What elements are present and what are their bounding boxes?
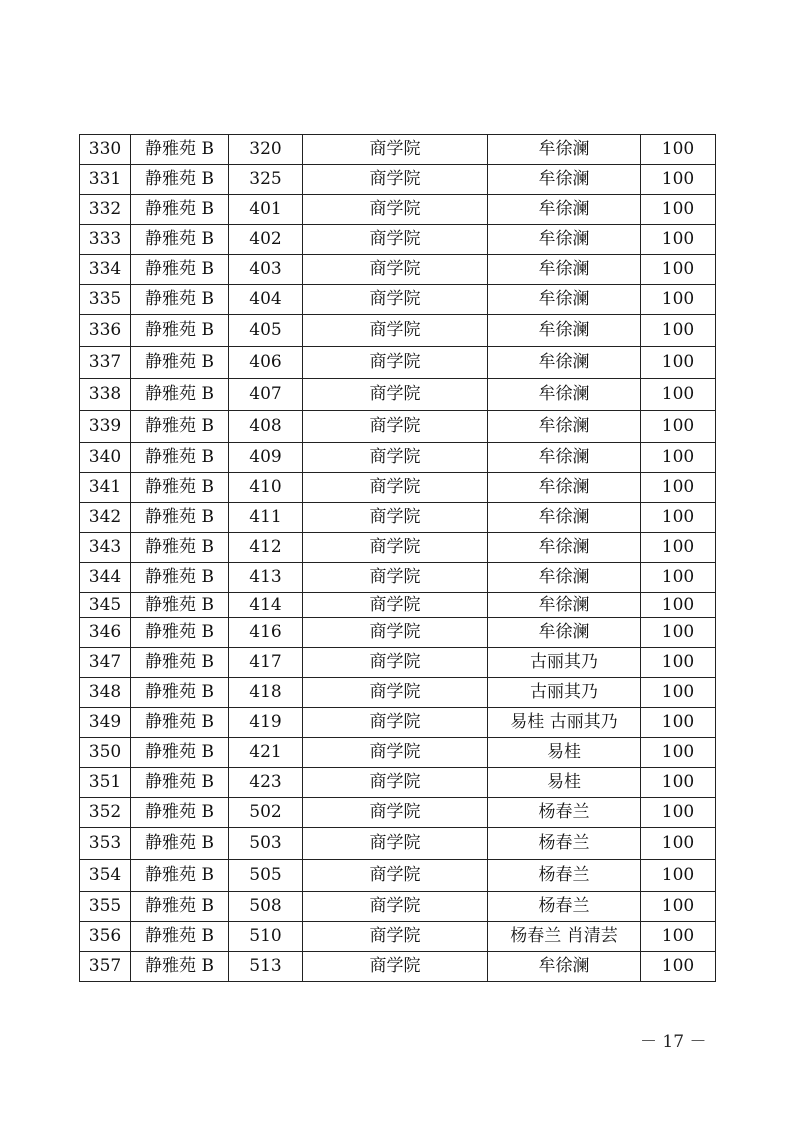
counselor-cell: 古丽其乃	[488, 648, 641, 678]
score-cell: 100	[641, 593, 716, 618]
row-index-cell: 351	[80, 768, 131, 798]
score-cell: 100	[641, 708, 716, 738]
table-row	[80, 618, 716, 648]
score-cell: 100	[641, 768, 716, 798]
college-cell: 商学院	[303, 738, 488, 768]
room-cell: 408	[229, 411, 303, 443]
score-cell: 100	[641, 347, 716, 379]
score-cell: 100	[641, 473, 716, 503]
college-cell: 商学院	[303, 678, 488, 708]
college-cell: 商学院	[303, 593, 488, 618]
room-cell: 513	[229, 952, 303, 982]
building-cell: 静雅苑 B	[131, 892, 229, 922]
row-index-cell: 349	[80, 708, 131, 738]
counselor-cell: 牟徐澜	[488, 225, 641, 255]
row-index-cell: 342	[80, 503, 131, 533]
score-cell: 100	[641, 195, 716, 225]
building-cell: 静雅苑 B	[131, 195, 229, 225]
row-index-cell: 330	[80, 135, 131, 165]
counselor-cell: 牟徐澜	[488, 563, 641, 593]
building-cell: 静雅苑 B	[131, 768, 229, 798]
table-row	[80, 768, 716, 798]
counselor-cell: 牟徐澜	[488, 347, 641, 379]
room-cell: 416	[229, 618, 303, 648]
row-index-cell: 333	[80, 225, 131, 255]
room-cell: 320	[229, 135, 303, 165]
row-index-cell: 338	[80, 379, 131, 411]
college-cell: 商学院	[303, 563, 488, 593]
room-cell: 410	[229, 473, 303, 503]
row-index-cell: 352	[80, 798, 131, 828]
college-cell: 商学院	[303, 347, 488, 379]
row-index-cell: 344	[80, 563, 131, 593]
dormitory-table	[79, 134, 716, 982]
counselor-cell: 牟徐澜	[488, 165, 641, 195]
building-cell: 静雅苑 B	[131, 503, 229, 533]
row-index-cell: 346	[80, 618, 131, 648]
college-cell: 商学院	[303, 135, 488, 165]
row-index-cell: 336	[80, 315, 131, 347]
college-cell: 商学院	[303, 828, 488, 860]
counselor-cell: 牟徐澜	[488, 285, 641, 315]
table-row	[80, 798, 716, 828]
score-cell: 100	[641, 443, 716, 473]
counselor-cell: 杨春兰	[488, 860, 641, 892]
score-cell: 100	[641, 738, 716, 768]
room-cell: 419	[229, 708, 303, 738]
table-row	[80, 952, 716, 982]
score-cell: 100	[641, 411, 716, 443]
building-cell: 静雅苑 B	[131, 533, 229, 563]
counselor-cell: 牟徐澜	[488, 618, 641, 648]
room-cell: 405	[229, 315, 303, 347]
room-cell: 404	[229, 285, 303, 315]
score-cell: 100	[641, 255, 716, 285]
college-cell: 商学院	[303, 860, 488, 892]
score-cell: 100	[641, 860, 716, 892]
college-cell: 商学院	[303, 255, 488, 285]
table-row	[80, 195, 716, 225]
table-row	[80, 411, 716, 443]
table-row	[80, 347, 716, 379]
college-cell: 商学院	[303, 473, 488, 503]
score-cell: 100	[641, 828, 716, 860]
score-cell: 100	[641, 678, 716, 708]
room-cell: 407	[229, 379, 303, 411]
building-cell: 静雅苑 B	[131, 225, 229, 255]
building-cell: 静雅苑 B	[131, 165, 229, 195]
building-cell: 静雅苑 B	[131, 708, 229, 738]
counselor-cell: 杨春兰 肖清芸	[488, 922, 641, 952]
room-cell: 409	[229, 443, 303, 473]
counselor-cell: 牟徐澜	[488, 593, 641, 618]
table-row	[80, 315, 716, 347]
college-cell: 商学院	[303, 768, 488, 798]
building-cell: 静雅苑 B	[131, 285, 229, 315]
college-cell: 商学院	[303, 379, 488, 411]
college-cell: 商学院	[303, 708, 488, 738]
table-row	[80, 255, 716, 285]
room-cell: 401	[229, 195, 303, 225]
counselor-cell: 古丽其乃	[488, 678, 641, 708]
room-cell: 510	[229, 922, 303, 952]
room-cell: 423	[229, 768, 303, 798]
table-row	[80, 443, 716, 473]
table-row	[80, 860, 716, 892]
building-cell: 静雅苑 B	[131, 255, 229, 285]
counselor-cell: 牟徐澜	[488, 379, 641, 411]
table-body	[80, 135, 716, 982]
building-cell: 静雅苑 B	[131, 379, 229, 411]
table-row	[80, 225, 716, 255]
college-cell: 商学院	[303, 315, 488, 347]
table-row	[80, 135, 716, 165]
college-cell: 商学院	[303, 165, 488, 195]
room-cell: 418	[229, 678, 303, 708]
table-row	[80, 648, 716, 678]
room-cell: 403	[229, 255, 303, 285]
score-cell: 100	[641, 533, 716, 563]
college-cell: 商学院	[303, 503, 488, 533]
counselor-cell: 易桂	[488, 768, 641, 798]
counselor-cell: 牟徐澜	[488, 952, 641, 982]
room-cell: 413	[229, 563, 303, 593]
building-cell: 静雅苑 B	[131, 738, 229, 768]
counselor-cell: 牟徐澜	[488, 503, 641, 533]
score-cell: 100	[641, 892, 716, 922]
counselor-cell: 牟徐澜	[488, 315, 641, 347]
building-cell: 静雅苑 B	[131, 563, 229, 593]
score-cell: 100	[641, 285, 716, 315]
building-cell: 静雅苑 B	[131, 473, 229, 503]
college-cell: 商学院	[303, 443, 488, 473]
building-cell: 静雅苑 B	[131, 798, 229, 828]
college-cell: 商学院	[303, 195, 488, 225]
room-cell: 508	[229, 892, 303, 922]
row-index-cell: 343	[80, 533, 131, 563]
room-cell: 406	[229, 347, 303, 379]
college-cell: 商学院	[303, 533, 488, 563]
building-cell: 静雅苑 B	[131, 952, 229, 982]
table-row	[80, 285, 716, 315]
room-cell: 411	[229, 503, 303, 533]
table-row	[80, 593, 716, 618]
row-index-cell: 355	[80, 892, 131, 922]
room-cell: 325	[229, 165, 303, 195]
room-cell: 402	[229, 225, 303, 255]
score-cell: 100	[641, 648, 716, 678]
row-index-cell: 356	[80, 922, 131, 952]
room-cell: 505	[229, 860, 303, 892]
row-index-cell: 340	[80, 443, 131, 473]
college-cell: 商学院	[303, 922, 488, 952]
table-row	[80, 738, 716, 768]
college-cell: 商学院	[303, 798, 488, 828]
counselor-cell: 牟徐澜	[488, 533, 641, 563]
score-cell: 100	[641, 225, 716, 255]
counselor-cell: 牟徐澜	[488, 135, 641, 165]
table-row	[80, 503, 716, 533]
counselor-cell: 牟徐澜	[488, 443, 641, 473]
score-cell: 100	[641, 798, 716, 828]
row-index-cell: 334	[80, 255, 131, 285]
row-index-cell: 337	[80, 347, 131, 379]
score-cell: 100	[641, 165, 716, 195]
counselor-cell: 杨春兰	[488, 828, 641, 860]
score-cell: 100	[641, 618, 716, 648]
room-cell: 503	[229, 828, 303, 860]
table-row	[80, 892, 716, 922]
row-index-cell: 332	[80, 195, 131, 225]
row-index-cell: 345	[80, 593, 131, 618]
table-row	[80, 533, 716, 563]
building-cell: 静雅苑 B	[131, 593, 229, 618]
building-cell: 静雅苑 B	[131, 618, 229, 648]
building-cell: 静雅苑 B	[131, 860, 229, 892]
row-index-cell: 347	[80, 648, 131, 678]
row-index-cell: 335	[80, 285, 131, 315]
counselor-cell: 易桂	[488, 738, 641, 768]
score-cell: 100	[641, 563, 716, 593]
table-row	[80, 708, 716, 738]
row-index-cell: 341	[80, 473, 131, 503]
row-index-cell: 357	[80, 952, 131, 982]
row-index-cell: 353	[80, 828, 131, 860]
counselor-cell: 杨春兰	[488, 798, 641, 828]
table-row	[80, 678, 716, 708]
page-number: － 17 －	[640, 1032, 707, 1052]
building-cell: 静雅苑 B	[131, 135, 229, 165]
row-index-cell: 354	[80, 860, 131, 892]
counselor-cell: 牟徐澜	[488, 195, 641, 225]
score-cell: 100	[641, 315, 716, 347]
room-cell: 412	[229, 533, 303, 563]
row-index-cell: 331	[80, 165, 131, 195]
row-index-cell: 348	[80, 678, 131, 708]
college-cell: 商学院	[303, 892, 488, 922]
table-row	[80, 563, 716, 593]
table-row	[80, 379, 716, 411]
score-cell: 100	[641, 503, 716, 533]
counselor-cell: 杨春兰	[488, 892, 641, 922]
building-cell: 静雅苑 B	[131, 648, 229, 678]
college-cell: 商学院	[303, 411, 488, 443]
room-cell: 414	[229, 593, 303, 618]
room-cell: 421	[229, 738, 303, 768]
counselor-cell: 牟徐澜	[488, 255, 641, 285]
building-cell: 静雅苑 B	[131, 315, 229, 347]
row-index-cell: 339	[80, 411, 131, 443]
counselor-cell: 易桂 古丽其乃	[488, 708, 641, 738]
room-cell: 502	[229, 798, 303, 828]
building-cell: 静雅苑 B	[131, 347, 229, 379]
counselor-cell: 牟徐澜	[488, 473, 641, 503]
table-row	[80, 473, 716, 503]
building-cell: 静雅苑 B	[131, 828, 229, 860]
college-cell: 商学院	[303, 648, 488, 678]
college-cell: 商学院	[303, 225, 488, 255]
table-row	[80, 828, 716, 860]
room-cell: 417	[229, 648, 303, 678]
college-cell: 商学院	[303, 952, 488, 982]
building-cell: 静雅苑 B	[131, 678, 229, 708]
table-row	[80, 165, 716, 195]
score-cell: 100	[641, 379, 716, 411]
building-cell: 静雅苑 B	[131, 443, 229, 473]
building-cell: 静雅苑 B	[131, 922, 229, 952]
building-cell: 静雅苑 B	[131, 411, 229, 443]
score-cell: 100	[641, 952, 716, 982]
table-row	[80, 922, 716, 952]
score-cell: 100	[641, 135, 716, 165]
row-index-cell: 350	[80, 738, 131, 768]
counselor-cell: 牟徐澜	[488, 411, 641, 443]
score-cell: 100	[641, 922, 716, 952]
college-cell: 商学院	[303, 618, 488, 648]
college-cell: 商学院	[303, 285, 488, 315]
